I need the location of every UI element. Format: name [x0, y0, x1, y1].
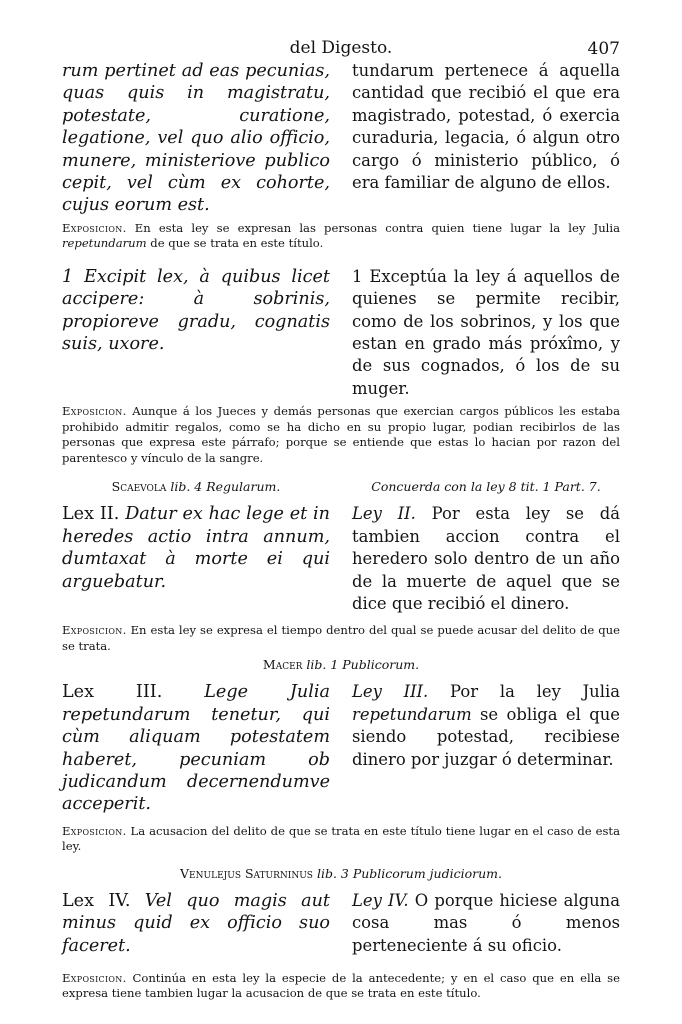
exposicion-italic: repetundarum: [62, 236, 147, 251]
citation-author: Scaevola: [111, 479, 167, 495]
exposicion-label: Exposicion.: [62, 404, 127, 419]
citation-work: lib. 3 Publicorum judiciorum.: [312, 865, 502, 881]
exposicion-label: Exposicion.: [62, 623, 127, 638]
law-number: Lex III.: [62, 682, 205, 703]
exposicion-1: [62, 221, 620, 252]
exposicion-text: La acusacion del delito de que se trata en este título tiene lugar en el caso de esta ley.: [62, 823, 620, 854]
latin-body: Vel quo magis aut minus quid ex officio suo faceret.: [62, 890, 330, 956]
exposicion-4: [62, 824, 620, 855]
latin-text: [62, 681, 330, 815]
running-title: del Digesto.: [289, 38, 393, 58]
spanish-text: [352, 681, 620, 815]
exposicion-text: En esta ley se expresa el tiempo dentro del qual se puede acusar del delito de que se trata.: [62, 623, 620, 653]
spanish-text: [352, 503, 620, 615]
book-page: [62, 28, 620, 1002]
citation-author: Venulejus Saturninus: [180, 865, 313, 881]
parallel-text-block-4: [62, 681, 620, 815]
exposicion-text: Aunque á los Jueces y demás personas que exercian cargos públicos les estaba prohibido admitir regalos, como se ha dicho en su propio lugar, podian recibirlos de las personas que expresa este párrafo; porque se entiende que estas lo hacian por razon del parentesco y vínculo de la sangre.: [62, 404, 620, 465]
citation: [62, 865, 620, 882]
parallel-text-block-5: [62, 890, 620, 957]
exposicion-5: [62, 971, 620, 1002]
exposicion-label: Exposicion.: [62, 970, 127, 985]
citation-author: Macer: [262, 657, 303, 673]
spanish-body: O porque hiciese alguna cosa mas ó menos perteneciente á su oficio.: [352, 890, 620, 955]
exposicion-text: En esta ley se expresan las personas contra quien tiene lugar la ley Julia: [126, 220, 620, 235]
latin-text: 1 Excipit lex, à quibus licet accipere: à sobrinis, propioreve gradu, cognatis suis, uxore.: [62, 266, 330, 355]
latin-text: [62, 890, 330, 957]
exposicion-3: [62, 623, 620, 654]
citation: [62, 656, 620, 673]
law-number: Ley III.: [352, 682, 429, 702]
law-number: Lex II.: [62, 504, 126, 525]
citation-work: lib. 1 Publicorum.: [302, 657, 420, 673]
parallel-text-block-1: [62, 60, 620, 217]
law-number: Lex IV.: [62, 890, 145, 911]
parallel-text-block-3: [62, 503, 620, 615]
exposicion-text: Continúa en esta ley la especie de la antecedente; y en el caso que en ella se expresa tiene tambien lugar la acusacion de que se trata en este título.: [62, 970, 620, 1001]
exposicion-label: Exposicion.: [62, 220, 127, 235]
citation-left: [62, 478, 330, 495]
law-number: Ley IV.: [352, 890, 409, 910]
running-header: [62, 28, 620, 60]
exposicion-label: Exposicion.: [62, 823, 127, 838]
spanish-text: [352, 890, 620, 957]
citation-work: lib. 4 Regularum.: [166, 479, 281, 495]
spanish-body-end: se obliga el que siendo potestad, recibiese dinero por juzgar ó determinar.: [352, 704, 620, 769]
spanish-body: Por la ley Julia: [428, 682, 620, 702]
exposicion-text-end: de que se trata en este título.: [146, 236, 324, 251]
law-number: Ley II.: [352, 504, 416, 524]
page-number: 407: [587, 39, 620, 59]
latin-text: [62, 503, 330, 615]
spanish-text: tundarum pertenece á aquella cantidad que recibió el que era magistrado, potestad, ó exercia curaduria, legacia, ó algun otro cargo ó ministerio público, ó era familiar de alguno de ellos.: [352, 61, 620, 193]
latin-text: rum pertinet ad eas pecunias, quas quis in magistratu, potestate, curatione, legatione, vel quo alio officio, munere, ministeriove publico cepit, vel cùm ex cohorte, cujus eorum est.: [62, 61, 330, 216]
latin-body: Datur ex hac lege et in heredes actio intra annum, dumtaxat à morte ei qui arguebatur.: [62, 504, 330, 592]
exposicion-2: [62, 404, 620, 466]
citation-right: Concuerda con la ley 8 tit. 1 Part. 7.: [371, 479, 601, 495]
spanish-italic: repetundarum: [352, 704, 472, 724]
parallel-text-block-2: [62, 266, 620, 400]
citation-row: [62, 478, 620, 495]
latin-body: Lege Julia repetundarum tenetur, qui cùm aliquam potestatem haberet, pecuniam ob judicandum decernendumve acceperit.: [62, 682, 330, 815]
spanish-body: Por esta ley se dá tambien accion contra el heredero solo dentro de un año de la muerte de aquel que se dice que recibió el dinero.: [352, 504, 621, 613]
spanish-text: 1 Exceptúa la ley á aquellos de quienes se permite recibir, como de los sobrinos, y los que estan en grado más próxîmo, y de sus cognados, ó los de su muger.: [352, 266, 620, 398]
